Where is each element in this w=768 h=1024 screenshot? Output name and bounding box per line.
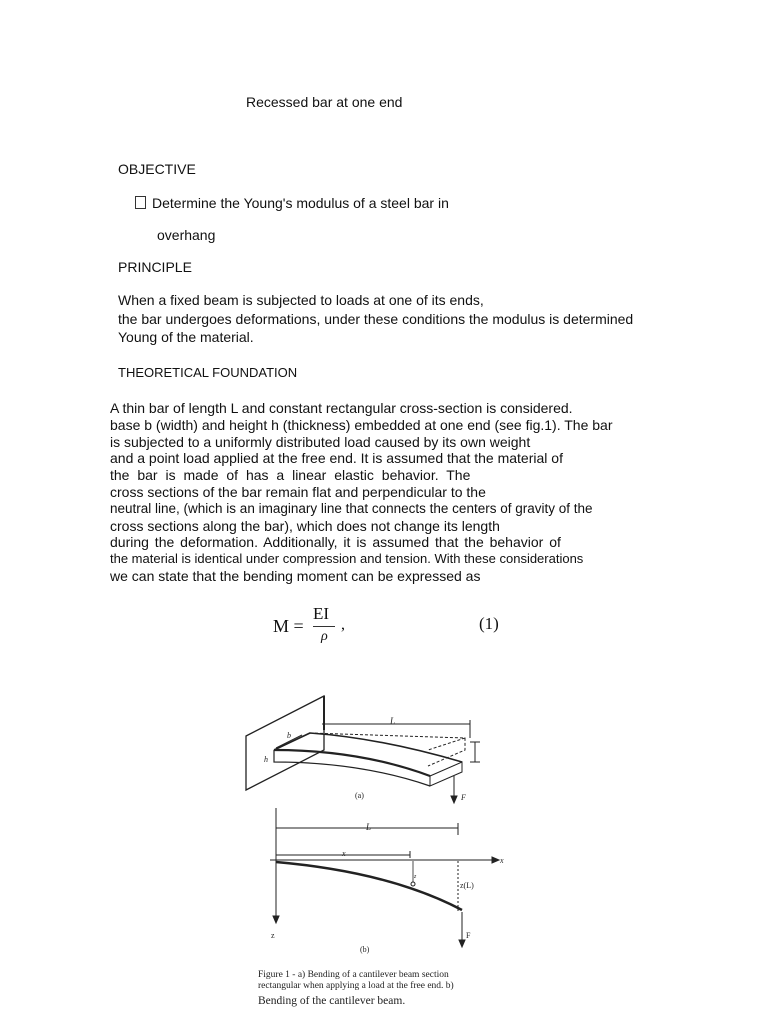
theory-line: the bar is made of has a linear elastic behavior. The [110,467,471,484]
objective-bullet-text: Determine the Young's modulus of a steel bar in [152,195,449,211]
fraction-bar [313,626,335,627]
theory-line: we can state that the bending moment can be expressed as [110,567,481,584]
principle-paragraph [118,291,633,347]
theory-line: cross sections along the bar), which does not change its length [110,517,500,534]
objective-bullet-continuation: overhang [157,227,216,243]
bullet-box-icon [135,196,146,209]
label-h: h [264,755,268,764]
figure-caption [258,970,454,992]
principle-line: When a fixed beam is subjected to loads at one of its ends, [118,292,484,308]
label-b: b [287,731,291,740]
label-b-sub: (b) [360,945,370,954]
theory-paragraph [110,400,613,585]
equation-comma: , [341,616,345,633]
label-x-dim: x [342,849,346,858]
theory-line: neutral line, (which is an imaginary line that connects the centers of gravity of the [110,500,593,516]
theory-line: base b (width) and height h (thickness) embedded at one end (see fig.1). The bar [110,416,613,433]
equation-numerator: EI [313,604,330,623]
theory-line: cross sections of the bar remain flat and perpendicular to the [110,483,486,500]
caption-line: rectangular when applying a load at the free end. b) [258,981,454,991]
objective-bullet [135,195,449,211]
figure-1b [270,808,499,947]
theory-line: during the deformation. Additionally, it is assumed that the behavior of [110,534,561,551]
equation-number: (1) [479,614,499,633]
principle-heading: PRINCIPLE [118,259,192,275]
theory-line: is subjected to a uniformly distributed load caused by its own weight [110,433,531,450]
theory-heading: THEORETICAL FOUNDATION [118,365,298,380]
caption-line: Figure 1 - a) Bending of a cantilever beam section [258,970,449,980]
label-z-small: z [414,874,417,880]
label-F-a: F [461,793,466,802]
label-F-b: F [466,931,471,940]
figure-1a [246,696,480,803]
theory-line: and a point load applied at the free end. It is assumed that the material of [110,450,563,467]
label-z-axis: z [271,931,275,940]
label-L-b: L [366,822,372,832]
label-a: (a) [355,791,364,800]
label-zL: z(L) [460,881,474,890]
principle-line: the bar undergoes deformations, under these conditions the modulus is determined [118,310,634,327]
objective-heading: OBJECTIVE [118,161,196,177]
principle-line: Young of the material. [118,329,254,345]
equation-lhs: M = [273,616,304,636]
theory-line: A thin bar of length L and constant rectangular cross-section is considered. [110,400,573,416]
page-title: Recessed bar at one end [246,94,403,110]
equation-denominator: ρ [321,629,328,644]
label-L-a: L [390,716,396,726]
label-x-axis: x [500,856,504,865]
figure-caption-last: Bending of the cantilever beam. [258,995,406,1007]
theory-line: the material is identical under compression and tension. With these considerations [110,551,584,567]
figure-1 [240,690,520,965]
